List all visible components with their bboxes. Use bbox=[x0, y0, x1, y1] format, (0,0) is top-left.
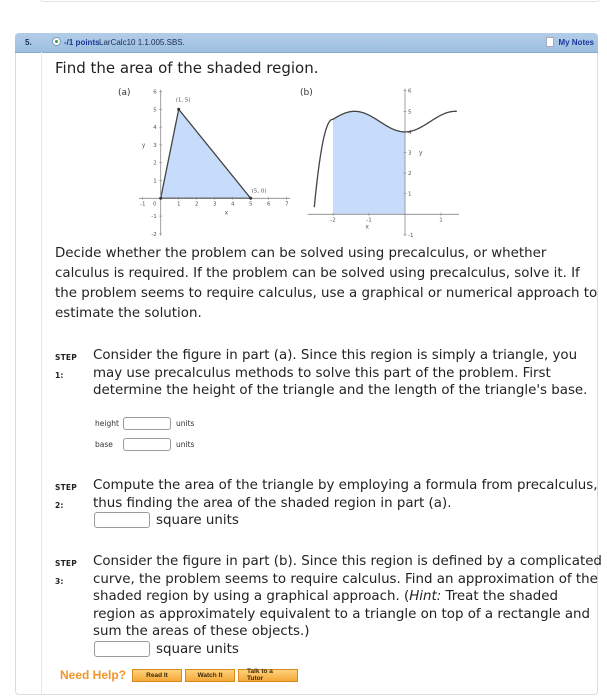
y-tick-label: 5 bbox=[153, 107, 157, 114]
x-tick-label: -1 bbox=[139, 201, 146, 208]
read-it-button[interactable]: Read It bbox=[132, 669, 182, 682]
x-tick-label: 1 bbox=[176, 201, 181, 208]
x-tick-label: 1 bbox=[439, 217, 443, 224]
step-label: STEP 1: bbox=[55, 353, 77, 380]
x-tick-label: 3 bbox=[212, 201, 217, 208]
question-header bbox=[15, 33, 598, 53]
question-title: Find the area of the shaded region. bbox=[55, 59, 319, 77]
point-label: (5, 0) bbox=[251, 188, 267, 195]
figure-a bbox=[110, 80, 300, 240]
base-unit: units bbox=[176, 440, 195, 449]
y-tick-label: 3 bbox=[153, 142, 157, 149]
problem-description: Decide whether the problem can be solved using precalculus, or whether calculus is required. If the problem can be solved using precalculus, solve it. If the problem seems to require calculus, use a graphical or numerical approach to estimate the solution. bbox=[55, 246, 598, 321]
height-unit: units bbox=[176, 419, 195, 428]
vertex-point bbox=[249, 197, 252, 200]
height-label: height bbox=[95, 419, 119, 428]
y-tick-label: 5 bbox=[408, 109, 412, 116]
figure-a-label: (a) bbox=[118, 88, 131, 98]
x-tick-label: -1 bbox=[366, 217, 372, 224]
x-tick-label: 4 bbox=[230, 201, 235, 208]
x-tick-label: 5 bbox=[248, 201, 253, 208]
y-tick-label: 3 bbox=[408, 150, 412, 157]
area-b-input[interactable] bbox=[94, 641, 150, 657]
point-label: (1, 5) bbox=[175, 97, 191, 104]
y-tick-label: 4 bbox=[408, 129, 412, 136]
x-tick-label: 7 bbox=[284, 201, 289, 208]
question-left-divider bbox=[41, 52, 42, 695]
y-tick-label: 4 bbox=[153, 125, 157, 132]
y-tick-label: 2 bbox=[408, 171, 412, 178]
my-notes-label: My Notes bbox=[558, 37, 594, 47]
area-a-input[interactable] bbox=[94, 512, 150, 528]
y-tick-label: 1 bbox=[408, 191, 412, 198]
step-text-part: Treat the shaded region as approximately equivalent to a triangle on top of a rectangle and sum the areas of these objects.) bbox=[93, 589, 591, 639]
hint-word: Hint: bbox=[409, 589, 442, 604]
question-source: LarCalc10 1.1.005.SBS. bbox=[99, 38, 185, 47]
question-number: 5. bbox=[25, 38, 32, 47]
step-label: STEP 3: bbox=[55, 559, 77, 586]
my-notes-button[interactable] bbox=[546, 37, 594, 47]
previous-question-box bbox=[40, 0, 600, 2]
step-label: STEP 2: bbox=[55, 483, 77, 510]
y-tick-label: -2 bbox=[151, 231, 157, 238]
x-tick-label: 0 bbox=[152, 201, 157, 208]
base-label: base bbox=[95, 440, 113, 449]
y-tick-label: 6 bbox=[408, 88, 412, 95]
y-axis-label: y bbox=[141, 141, 146, 149]
y-tick-label: -1 bbox=[408, 232, 414, 239]
y-tick-label: -1 bbox=[151, 214, 157, 221]
y-axis-label: y bbox=[419, 149, 423, 157]
base-input[interactable] bbox=[123, 438, 171, 451]
area-b-row bbox=[94, 641, 239, 657]
x-tick-label: 6 bbox=[266, 201, 271, 208]
need-help-bar bbox=[60, 668, 301, 682]
x-axis-label: x bbox=[224, 209, 229, 217]
watch-it-button[interactable]: Watch It bbox=[185, 669, 235, 682]
step-text: Compute the area of the triangle by employing a formula from precalculus, thus finding the area of the shaded region in part (a). bbox=[93, 478, 598, 511]
y-tick-label: 2 bbox=[153, 160, 157, 167]
y-tick-label: 6 bbox=[153, 89, 157, 96]
y-tick-label: 1 bbox=[153, 178, 157, 185]
height-row bbox=[95, 417, 194, 430]
figure-b-label: (b) bbox=[300, 88, 313, 98]
question-points: -/1 points bbox=[64, 38, 100, 47]
step-text-part: Consider the figure in part (b). Since this region is defined by a complicated curve, the problem seems to require calculus. Find an approximation of the shaded region by using a graphical approach. ( bbox=[93, 554, 602, 604]
area-a-unit: square units bbox=[156, 512, 239, 528]
talk-to-tutor-button[interactable]: Talk to a Tutor bbox=[238, 669, 298, 682]
x-axis-label: x bbox=[365, 223, 369, 231]
vertex-point bbox=[177, 108, 180, 111]
x-tick-label: 2 bbox=[194, 201, 199, 208]
area-a-row bbox=[94, 512, 239, 528]
shaded-region bbox=[333, 111, 405, 214]
x-tick-label: -2 bbox=[330, 217, 336, 224]
area-b-unit: square units bbox=[156, 641, 239, 657]
base-row bbox=[95, 438, 194, 451]
step-text: Consider the figure in part (a). Since this region is simply a triangle, you may use precalculus methods to solve this part of the problem. First determine the height of the triangle and the length of the triangle's base. bbox=[93, 348, 588, 398]
shaded-triangle bbox=[161, 109, 251, 198]
status-dot-icon bbox=[52, 37, 61, 46]
figure-b bbox=[290, 80, 490, 240]
height-input[interactable] bbox=[123, 417, 171, 430]
notes-checkbox-icon bbox=[546, 37, 554, 47]
step-text bbox=[93, 553, 603, 641]
vertex-point bbox=[159, 197, 162, 200]
need-help-label: Need Help? bbox=[60, 668, 127, 682]
